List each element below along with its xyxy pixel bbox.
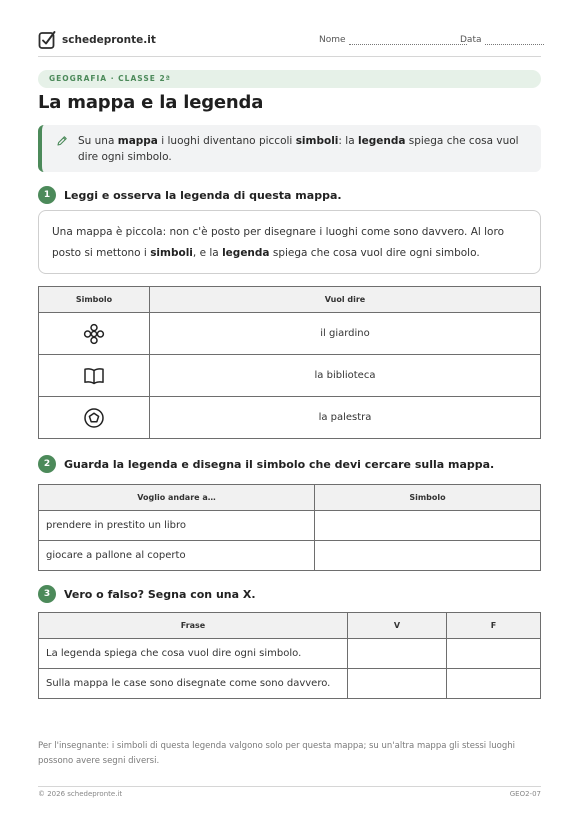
date-field[interactable]: [460, 35, 544, 45]
intro-text-part: : la: [338, 135, 358, 147]
table-row: [39, 511, 541, 541]
table-header-row: [39, 613, 541, 639]
table-row: [39, 313, 541, 355]
symbol-drawing-cell[interactable]: [315, 541, 541, 571]
symbol-drawing-cell[interactable]: [315, 511, 541, 541]
checkbox-logo-icon: [38, 30, 56, 50]
intro-text: [78, 133, 528, 165]
symbol-cell: [39, 355, 150, 397]
reading-text-part: , e la: [192, 247, 223, 259]
column-header: Simbolo: [39, 287, 150, 313]
symbol-cell: [39, 397, 150, 439]
name-label: Nome: [319, 35, 346, 45]
reading-text-part: spiega che cosa vuol dire ogni simbolo.: [269, 247, 480, 259]
subject-pill: GEOGRAFIA · CLASSE 2ª: [38, 70, 541, 88]
table-header-row: [39, 485, 541, 511]
name-line[interactable]: [349, 36, 467, 45]
column-header: F: [447, 613, 541, 639]
reading-bold-legenda: legenda: [222, 247, 270, 259]
table-row: [39, 397, 541, 439]
name-field[interactable]: [319, 35, 467, 45]
legend-table: [38, 286, 541, 439]
reading-bold-simboli: simboli: [150, 247, 193, 259]
section-number-badge: 3: [38, 585, 56, 603]
open-book-icon: [83, 366, 105, 386]
reading-text-part: Una mappa è piccola: non c'è posto per disegnare i luoghi come sono davvero. Al loro posto si mettono i: [52, 226, 504, 259]
reading-box: [38, 210, 541, 274]
draw-symbol-table: [38, 484, 541, 571]
section-title: Vero o falso? Segna con una X.: [64, 587, 256, 601]
section-number-badge: 1: [38, 186, 56, 204]
table-row: [39, 355, 541, 397]
flower-icon: [83, 323, 105, 345]
footer-divider: [38, 786, 541, 787]
table-row: [39, 541, 541, 571]
date-line[interactable]: [485, 36, 544, 45]
statement-cell: La legenda spiega che cosa vuol dire ogni simbolo.: [39, 639, 348, 669]
meaning-cell: la biblioteca: [150, 355, 541, 397]
statement-cell: Sulla mappa le case sono disegnate come sono davvero.: [39, 669, 348, 699]
true-false-table: [38, 612, 541, 699]
table-header-row: [39, 287, 541, 313]
section-3-heading: [38, 585, 256, 603]
header-divider: [38, 56, 541, 57]
symbol-cell: [39, 313, 150, 355]
table-row: [39, 639, 541, 669]
intro-text-part: Su una: [78, 135, 118, 147]
intro-box: [38, 125, 541, 172]
column-header: Vuol dire: [150, 287, 541, 313]
teacher-note: Per l'insegnante: i simboli di questa legenda valgono solo per questa mappa; su un'altra mappa gli stessi luoghi possono avere segni diversi.: [38, 741, 515, 766]
table-row: [39, 669, 541, 699]
false-mark-cell[interactable]: [447, 669, 541, 699]
footer-copyright: © 2026 schedepronte.it: [38, 790, 123, 798]
section-title: Guarda la legenda e disegna il simbolo che devi cercare sulla mappa.: [64, 457, 495, 471]
destination-cell: prendere in prestito un libro: [39, 511, 315, 541]
page-title: La mappa e la legenda: [38, 92, 264, 113]
page-header: [38, 30, 541, 56]
intro-bold-mappa: mappa: [117, 135, 158, 147]
meaning-cell: la palestra: [150, 397, 541, 439]
footer-code: GEO2-07: [509, 790, 541, 798]
section-2-heading: [38, 455, 494, 473]
intro-bold-simboli: simboli: [295, 135, 339, 147]
false-mark-cell[interactable]: [447, 639, 541, 669]
section-1-heading: [38, 186, 342, 204]
true-mark-cell[interactable]: [348, 669, 447, 699]
column-header: Frase: [39, 613, 348, 639]
brand: [38, 30, 156, 50]
intro-text-part: i luoghi diventano piccoli: [157, 135, 296, 147]
intro-bold-legenda: legenda: [357, 135, 406, 147]
section-title: Leggi e osserva la legenda di questa mappa.: [64, 188, 342, 202]
true-mark-cell[interactable]: [348, 639, 447, 669]
column-header: Voglio andare a…: [39, 485, 315, 511]
meaning-cell: il giardino: [150, 313, 541, 355]
column-header: V: [348, 613, 447, 639]
section-number-badge: 2: [38, 455, 56, 473]
date-label: Data: [460, 35, 482, 45]
destination-cell: giocare a pallone al coperto: [39, 541, 315, 571]
pencil-icon: [56, 135, 68, 147]
column-header: Simbolo: [315, 485, 541, 511]
intro-text-part: spiega che cosa vuol dire ogni simbolo.: [78, 135, 519, 163]
brand-name: schedepronte.it: [62, 34, 156, 46]
pentagon-in-circle-icon: [83, 407, 105, 429]
